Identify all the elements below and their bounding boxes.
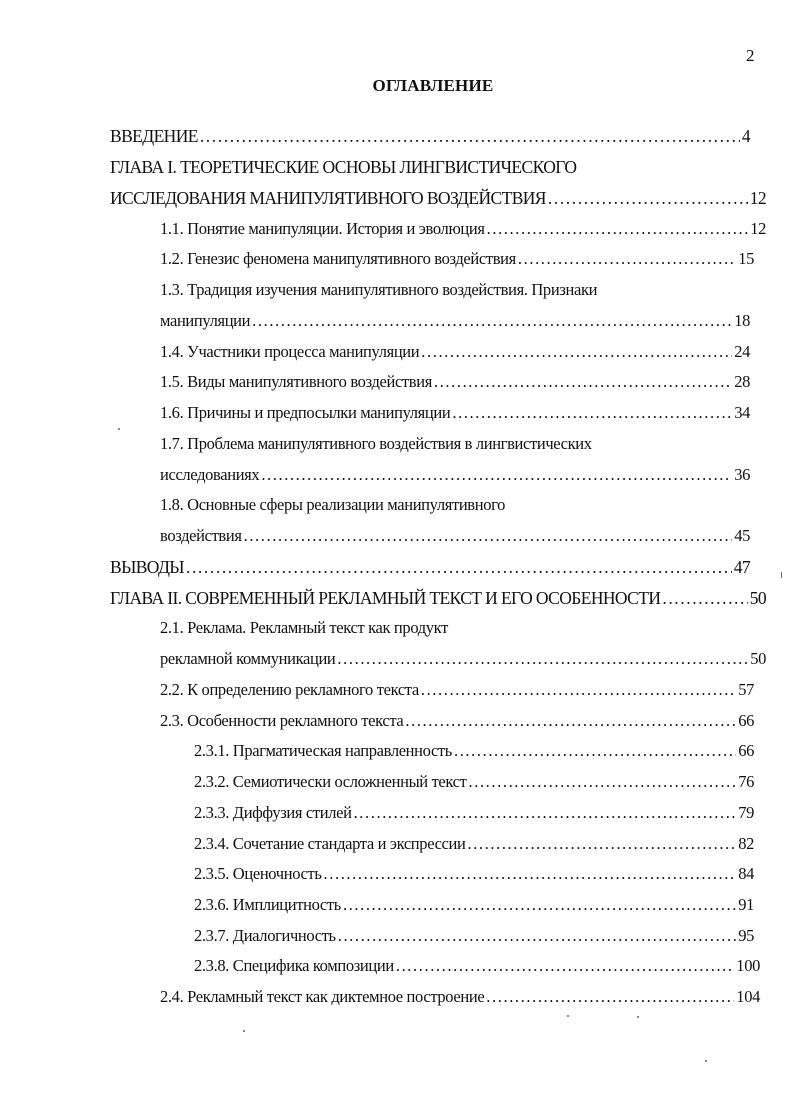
toc-entry-chapter-1-line-1 [110, 153, 750, 177]
toc-entry-text: 1.8. Основные сферы реализации манипулятивного [160, 495, 506, 514]
toc-entry-page: 79 [738, 803, 754, 822]
toc-leader-dots [452, 403, 732, 423]
toc-entry-1-3-line-1 [160, 276, 754, 300]
toc-entry-text: рекламной коммуникации [160, 649, 336, 668]
toc-entry-2-3-2 [194, 768, 754, 792]
toc-entry-page: 50 [749, 588, 766, 608]
toc-entry-1-1 [160, 215, 766, 239]
toc-entry-page: 36 [734, 465, 750, 484]
toc-entry-1-6 [160, 399, 750, 423]
toc-entry-text: манипуляции [160, 311, 251, 330]
toc-entry-1-2 [160, 245, 754, 269]
toc-entry-text: 2.4. Рекламный текст как диктемное построение [160, 987, 485, 1006]
toc-leader-dots [405, 711, 736, 731]
toc-entry-page: 66 [738, 711, 754, 730]
toc-entry-text: 1.3. Традиция изучения манипулятивного воздействия. Признаки [160, 280, 598, 299]
scan-speck [781, 572, 782, 578]
toc-entry-text: 1.2. Генезис феномена манипулятивного воздействия [160, 249, 516, 268]
toc-leader-dots [548, 188, 748, 208]
scan-speck [243, 1030, 245, 1032]
toc-leader-dots [261, 465, 732, 485]
toc-entry-1-7-line-2 [160, 461, 750, 485]
toc-entry-page: 57 [738, 680, 754, 699]
toc-entry-page: 18 [734, 311, 750, 330]
toc-entry-text: 2.2. К определению рекламного текста [160, 680, 419, 699]
toc-leader-dots [396, 956, 734, 976]
toc-leader-dots [518, 249, 736, 269]
toc-entry-chapter-2 [110, 584, 766, 608]
toc-entry-text: ГЛАВА II. СОВРЕМЕННЫЙ РЕКЛАМНЫЙ ТЕКСТ И ЕГО ОСОБЕННОСТИ [110, 588, 661, 608]
toc-entry-chapter-1-line-2 [110, 184, 766, 208]
toc-entry-text: воздействия [160, 526, 242, 545]
toc-entry-2-3-4 [194, 830, 754, 854]
toc-entry-2-3-1 [194, 737, 754, 761]
toc-entry-text: ВВЕДЕНИЕ [110, 126, 198, 146]
toc-entry-text: 2.3.5. Оценочность [194, 864, 322, 883]
toc-entry-2-1-line-1 [160, 614, 750, 638]
toc-entry-page: 91 [738, 895, 754, 914]
toc-entry-text: ВЫВОДЫ [110, 557, 184, 577]
toc-entry-text: 2.3.3. Диффузия стилей [194, 803, 352, 822]
toc-entry-text: 2.1. Реклама. Рекламный текст как продукт [160, 618, 448, 637]
toc-entry-2-3 [160, 707, 754, 731]
scan-speck [118, 428, 120, 430]
scan-speck [567, 1015, 569, 1017]
toc-entry-page: 24 [734, 342, 750, 361]
scan-speck [705, 1060, 707, 1062]
toc-entry-text: 2.3. Особенности рекламного текста [160, 711, 404, 730]
toc-entry-text: ИССЛЕДОВАНИЯ МАНИПУЛЯТИВНОГО ВОЗДЕЙСТВИЯ [110, 188, 546, 208]
toc-leader-dots [454, 741, 736, 761]
toc-leader-dots [338, 926, 736, 946]
toc-entry-text: 2.3.1. Прагматическая направленность [194, 741, 452, 760]
toc-entry-page: 28 [734, 372, 750, 391]
toc-entry-introduction [110, 122, 750, 146]
toc-leader-dots [324, 864, 737, 884]
toc-leader-dots [354, 803, 737, 823]
toc-entry-page: 34 [734, 403, 750, 422]
toc-entry-2-3-3 [194, 799, 754, 823]
toc-leader-dots [487, 219, 749, 239]
toc-leader-dots [343, 895, 736, 915]
toc-entry-text: исследованиях [160, 465, 260, 484]
toc-leader-dots [337, 649, 748, 669]
toc-leader-dots [486, 987, 734, 1007]
toc-entry-text: 1.6. Причины и предпосылки манипуляции [160, 403, 451, 422]
toc-entry-text: 2.3.8. Специфика композиции [194, 956, 394, 975]
toc-entry-page: 82 [738, 834, 754, 853]
toc-entry-text: 2.3.2. Семиотически осложненный текст [194, 772, 467, 791]
toc-entry-2-3-7 [194, 922, 754, 946]
toc-leader-dots [421, 342, 732, 362]
toc-entry-text: 2.3.7. Диалогичность [194, 926, 336, 945]
toc-entry-page: 12 [749, 188, 766, 208]
toc-leader-dots [434, 372, 732, 392]
toc-leader-dots [200, 126, 740, 146]
toc-entry-conclusions [110, 553, 750, 577]
toc-entry-page: 47 [733, 557, 750, 577]
toc-title: ОГЛАВЛЕНИЕ [372, 76, 494, 95]
toc-entry-1-8-line-2 [160, 522, 750, 546]
toc-entry-page: 76 [738, 772, 754, 791]
toc-entry-text: 2.3.6. Имплицитность [194, 895, 341, 914]
toc-entry-2-3-5 [194, 860, 754, 884]
toc-entry-2-3-8 [194, 952, 760, 976]
toc-entry-1-8-line-1 [160, 491, 750, 515]
toc-entry-text: 1.1. Понятие манипуляции. История и эволюция [160, 219, 485, 238]
toc-entry-2-1-line-2 [160, 645, 766, 669]
toc-entry-text: 1.4. Участники процесса манипуляции [160, 342, 420, 361]
toc-entry-text: 1.7. Проблема манипулятивного воздействия в лингвистических [160, 434, 592, 453]
toc-entry-1-7-line-1 [160, 430, 750, 454]
toc-entry-page: 104 [736, 987, 760, 1006]
toc-entry-page: 15 [738, 249, 754, 268]
toc-entry-1-4 [160, 338, 750, 362]
toc-entry-text: ГЛАВА I. ТЕОРЕТИЧЕСКИЕ ОСНОВЫ ЛИНГВИСТИЧЕСКОГО [110, 157, 577, 177]
toc-entry-page: 45 [734, 526, 750, 545]
toc-leader-dots [186, 557, 732, 577]
page-number: 2 [746, 46, 755, 65]
toc-entry-text: 1.5. Виды манипулятивного воздействия [160, 372, 432, 391]
toc-entry-2-4 [160, 983, 760, 1007]
toc-entry-page: 84 [738, 864, 754, 883]
toc-leader-dots [469, 772, 737, 792]
toc-entry-page: 66 [738, 741, 754, 760]
toc-entry-1-5 [160, 368, 750, 392]
toc-entry-page: 100 [736, 956, 760, 975]
toc-entry-page: 12 [750, 219, 766, 238]
toc-entry-1-3-line-2 [160, 307, 750, 331]
toc-entry-2-3-6 [194, 891, 754, 915]
toc-leader-dots [244, 526, 733, 546]
toc-entry-text: 2.3.4. Сочетание стандарта и экспрессии [194, 834, 466, 853]
toc-leader-dots [252, 311, 732, 331]
toc-entry-page: 95 [738, 926, 754, 945]
toc-leader-dots [662, 588, 747, 608]
toc-entry-page: 50 [750, 649, 766, 668]
toc-leader-dots [467, 834, 736, 854]
toc-entry-page: 4 [741, 126, 750, 146]
toc-entry-2-2 [160, 676, 754, 700]
scan-speck [637, 1016, 639, 1018]
toc-leader-dots [421, 680, 736, 700]
